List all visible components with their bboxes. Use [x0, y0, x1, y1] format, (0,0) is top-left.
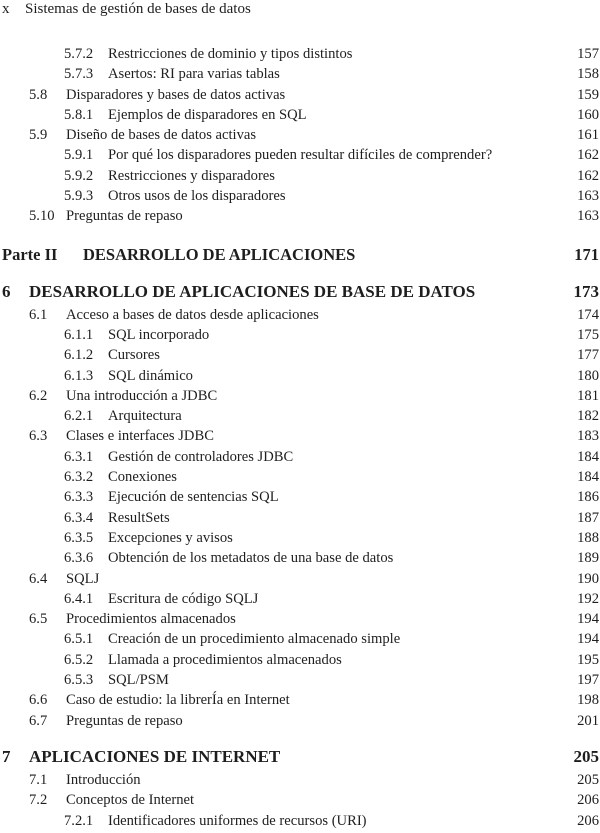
toc-entry-page: 184: [577, 448, 599, 465]
toc-entry-subsection: [0, 650, 600, 670]
toc-entry-num: 6.2.1: [64, 408, 94, 425]
toc-entry-title: Escritura de código SQLJ: [108, 590, 259, 607]
toc-entry-subsection: [0, 105, 600, 125]
toc-entry-title: Creación de un procedimiento almacenado simple: [108, 631, 401, 648]
toc-entry-page: 162: [577, 147, 599, 164]
toc-entry-num: 6.3.5: [64, 529, 94, 546]
toc-entry-title: Ejemplos de disparadores en SQL: [108, 106, 307, 123]
toc-entry-page: 173: [573, 281, 599, 301]
toc-entry-subsection: [0, 589, 600, 609]
toc-entry-subsection: [0, 487, 600, 507]
toc-entry-section: [0, 386, 600, 406]
toc-entry-subsection: [0, 467, 600, 487]
running-title: Sistemas de gestión de bases de datos: [25, 1, 251, 17]
toc-entry-subsection: [0, 64, 600, 84]
toc-entry-page: 188: [577, 529, 599, 546]
toc-entry-page: 192: [577, 590, 599, 607]
toc-entry-subsection: [0, 548, 600, 568]
toc-entry-subsection: [0, 186, 600, 206]
toc-entry-num: 6.3.1: [64, 448, 94, 465]
toc-entry-num: 6.5.1: [64, 631, 94, 648]
toc-entry-subsection: [0, 447, 600, 467]
toc-entry-title: APLICACIONES DE INTERNET: [29, 746, 281, 766]
toc-entry-num: 6.4.1: [64, 590, 94, 607]
toc-entry-title: Preguntas de repaso: [66, 712, 183, 729]
toc-entry-title: DESARROLLO DE APLICACIONES: [83, 244, 356, 264]
toc-entry-subsection: [0, 44, 600, 64]
toc-entry-title: Acceso a bases de datos desde aplicaciones: [66, 306, 319, 323]
toc-entry-subsection: [0, 508, 600, 528]
toc-entry-num: 7.1: [29, 771, 48, 788]
toc-entry-title: Conexiones: [108, 469, 177, 486]
running-header: [2, 0, 251, 18]
toc-entry-num: 6.1.3: [64, 367, 94, 384]
toc-entry-page: 195: [577, 651, 599, 668]
toc-entry-page: 177: [577, 347, 599, 364]
toc-entry-num: 5.8.1: [64, 106, 94, 123]
toc-entry-title: ResultSets: [108, 509, 170, 526]
toc-entry-section: [0, 711, 600, 731]
toc-entry-num: 6.3.3: [64, 489, 94, 506]
toc-entry-num: 5.8: [29, 86, 48, 103]
toc-entry-title: Asertos: RI para varias tablas: [108, 66, 280, 83]
toc-entry-page: 187: [577, 509, 599, 526]
toc-entry-page: 206: [577, 792, 599, 809]
toc-entry-num: 6.1: [29, 306, 48, 323]
toc-entry-num: 5.7.2: [64, 46, 94, 62]
toc-entry-section: [0, 125, 600, 145]
toc-entry-page: 175: [577, 326, 599, 343]
toc-entry-title: Diseño de bases de datos activas: [66, 127, 257, 144]
toc-entry-num: 6.6: [29, 692, 48, 709]
toc-entry-chapter: [0, 746, 600, 768]
toc-entry-subsection: [0, 629, 600, 649]
toc-entry-title: Clases e interfaces JDBC: [66, 428, 214, 445]
toc-entry-title: Cursores: [108, 347, 160, 364]
toc-entry-num: 6.3.2: [64, 469, 94, 486]
toc-entry-section: [0, 305, 600, 325]
toc-entry-subsection: [0, 366, 600, 386]
toc-entry-subsection: [0, 145, 600, 165]
toc-entry-num: 6: [2, 281, 11, 301]
toc-entry-page: 163: [577, 188, 599, 205]
toc-entry-title: Identificadores uniformes de recursos (URI): [108, 812, 367, 829]
toc-entry-title: Ejecución de sentencias SQL: [108, 489, 279, 506]
toc-entry-section: [0, 609, 600, 629]
toc-entry-page: 194: [577, 631, 599, 648]
toc-entry-num: 6.3.4: [64, 509, 94, 526]
toc-entry-section: [0, 770, 600, 790]
toc-entry-page: 162: [577, 167, 599, 184]
toc-entry-title: Una introducción a JDBC: [66, 387, 218, 404]
toc-entry-num: 5.7.3: [64, 66, 94, 83]
toc-entry-page: 180: [577, 367, 599, 384]
toc-entry-page: 171: [574, 244, 599, 264]
toc-entry-title: Disparadores y bases de datos activas: [66, 86, 286, 103]
toc-entry-num: 6.3.6: [64, 550, 94, 567]
toc-entry-title: Obtención de los metadatos de una base de datos: [108, 550, 394, 567]
page-number: x: [2, 1, 10, 17]
toc-entry-title: SQL incorporado: [108, 326, 210, 343]
table-of-contents: [0, 44, 600, 831]
toc-entry-page: 205: [573, 746, 599, 766]
toc-entry-num: 5.9: [29, 127, 48, 144]
toc-entry-page: 197: [577, 672, 599, 689]
toc-entry-title: Excepciones y avisos: [108, 529, 233, 546]
toc-entry-num: 6.1.1: [64, 326, 94, 343]
toc-entry-num: 6.7: [29, 712, 48, 729]
toc-entry-section: [0, 690, 600, 710]
toc-entry-num: 7.2: [29, 792, 48, 809]
toc-entry-title: Por qué los disparadores pueden resultar difíciles de comprender?: [108, 147, 493, 164]
toc-entry-subsection: [0, 166, 600, 186]
toc-entry-title: Preguntas de repaso: [66, 208, 183, 225]
toc-entry-num: 5.9.2: [64, 167, 94, 184]
toc-entry-title: Restricciones y disparadores: [108, 167, 275, 184]
toc-entry-page: 184: [577, 469, 599, 486]
toc-entry-title: Restricciones de dominio y tipos distintos: [108, 46, 353, 62]
toc-entry-title: Gestión de controladores JDBC: [108, 448, 294, 465]
toc-entry-page: 182: [577, 408, 599, 425]
toc-entry-section: [0, 790, 600, 810]
toc-entry-subsection: [0, 406, 600, 426]
toc-entry-num: 6.5.2: [64, 651, 94, 668]
toc-entry-title: SQL dinámico: [108, 367, 193, 384]
toc-entry-num: 5.10: [29, 208, 55, 225]
toc-entry-page: 159: [577, 86, 599, 103]
toc-entry-subsection: [0, 811, 600, 831]
toc-entry-section: [0, 426, 600, 446]
toc-entry-num: Parte II: [2, 244, 58, 264]
toc-entry-num: 7.2.1: [64, 812, 94, 829]
toc-entry-subsection: [0, 325, 600, 345]
toc-entry-num: 5.9.3: [64, 188, 94, 205]
toc-entry-title: Introducción: [66, 771, 141, 788]
toc-entry-page: 183: [577, 428, 599, 445]
toc-entry-title: Caso de estudio: la librerÍa en Internet: [66, 692, 290, 709]
toc-entry-num: 6.2: [29, 387, 48, 404]
toc-entry-title: DESARROLLO DE APLICACIONES DE BASE DE DATOS: [29, 281, 476, 301]
toc-entry-page: 161: [577, 127, 599, 144]
toc-entry-page: 206: [577, 812, 599, 829]
toc-entry-title: Conceptos de Internet: [66, 792, 195, 809]
toc-entry-page: 190: [577, 570, 599, 587]
toc-entry-subsection: [0, 528, 600, 548]
toc-entry-num: 7: [2, 746, 11, 766]
toc-entry-part: [0, 244, 600, 266]
toc-entry-title: Llamada a procedimientos almacenados: [108, 651, 342, 668]
toc-entry-num: 6.4: [29, 570, 48, 587]
toc-entry-page: 157: [577, 46, 599, 62]
toc-entry-page: 181: [577, 387, 599, 404]
toc-entry-title: SQLJ: [66, 570, 100, 587]
toc-entry-section: [0, 569, 600, 589]
toc-entry-title: SQL/PSM: [108, 672, 169, 689]
toc-entry-title: Arquitectura: [108, 408, 182, 425]
toc-entry-num: 5.9.1: [64, 147, 94, 164]
toc-entry-num: 6.1.2: [64, 347, 94, 364]
toc-entry-subsection: [0, 670, 600, 690]
toc-entry-page: 163: [577, 208, 599, 225]
toc-entry-page: 194: [577, 611, 599, 628]
toc-entry-page: 201: [577, 712, 599, 729]
toc-entry-page: 186: [577, 489, 599, 506]
toc-entry-subsection: [0, 345, 600, 365]
toc-entry-num: 6.5.3: [64, 672, 94, 689]
toc-entry-section: [0, 206, 600, 226]
toc-entry-page: 189: [577, 550, 599, 567]
toc-entry-chapter: [0, 281, 600, 303]
toc-entry-page: 174: [577, 306, 599, 323]
toc-entry-section: [0, 85, 600, 105]
toc-entry-page: 158: [577, 66, 599, 83]
toc-entry-title: Otros usos de los disparadores: [108, 188, 286, 205]
toc-entry-page: 205: [577, 771, 599, 788]
toc-entry-title: Procedimientos almacenados: [66, 611, 236, 628]
toc-entry-page: 198: [577, 692, 599, 709]
toc-entry-num: 6.3: [29, 428, 48, 445]
toc-entry-num: 6.5: [29, 611, 48, 628]
toc-entry-page: 160: [577, 106, 599, 123]
